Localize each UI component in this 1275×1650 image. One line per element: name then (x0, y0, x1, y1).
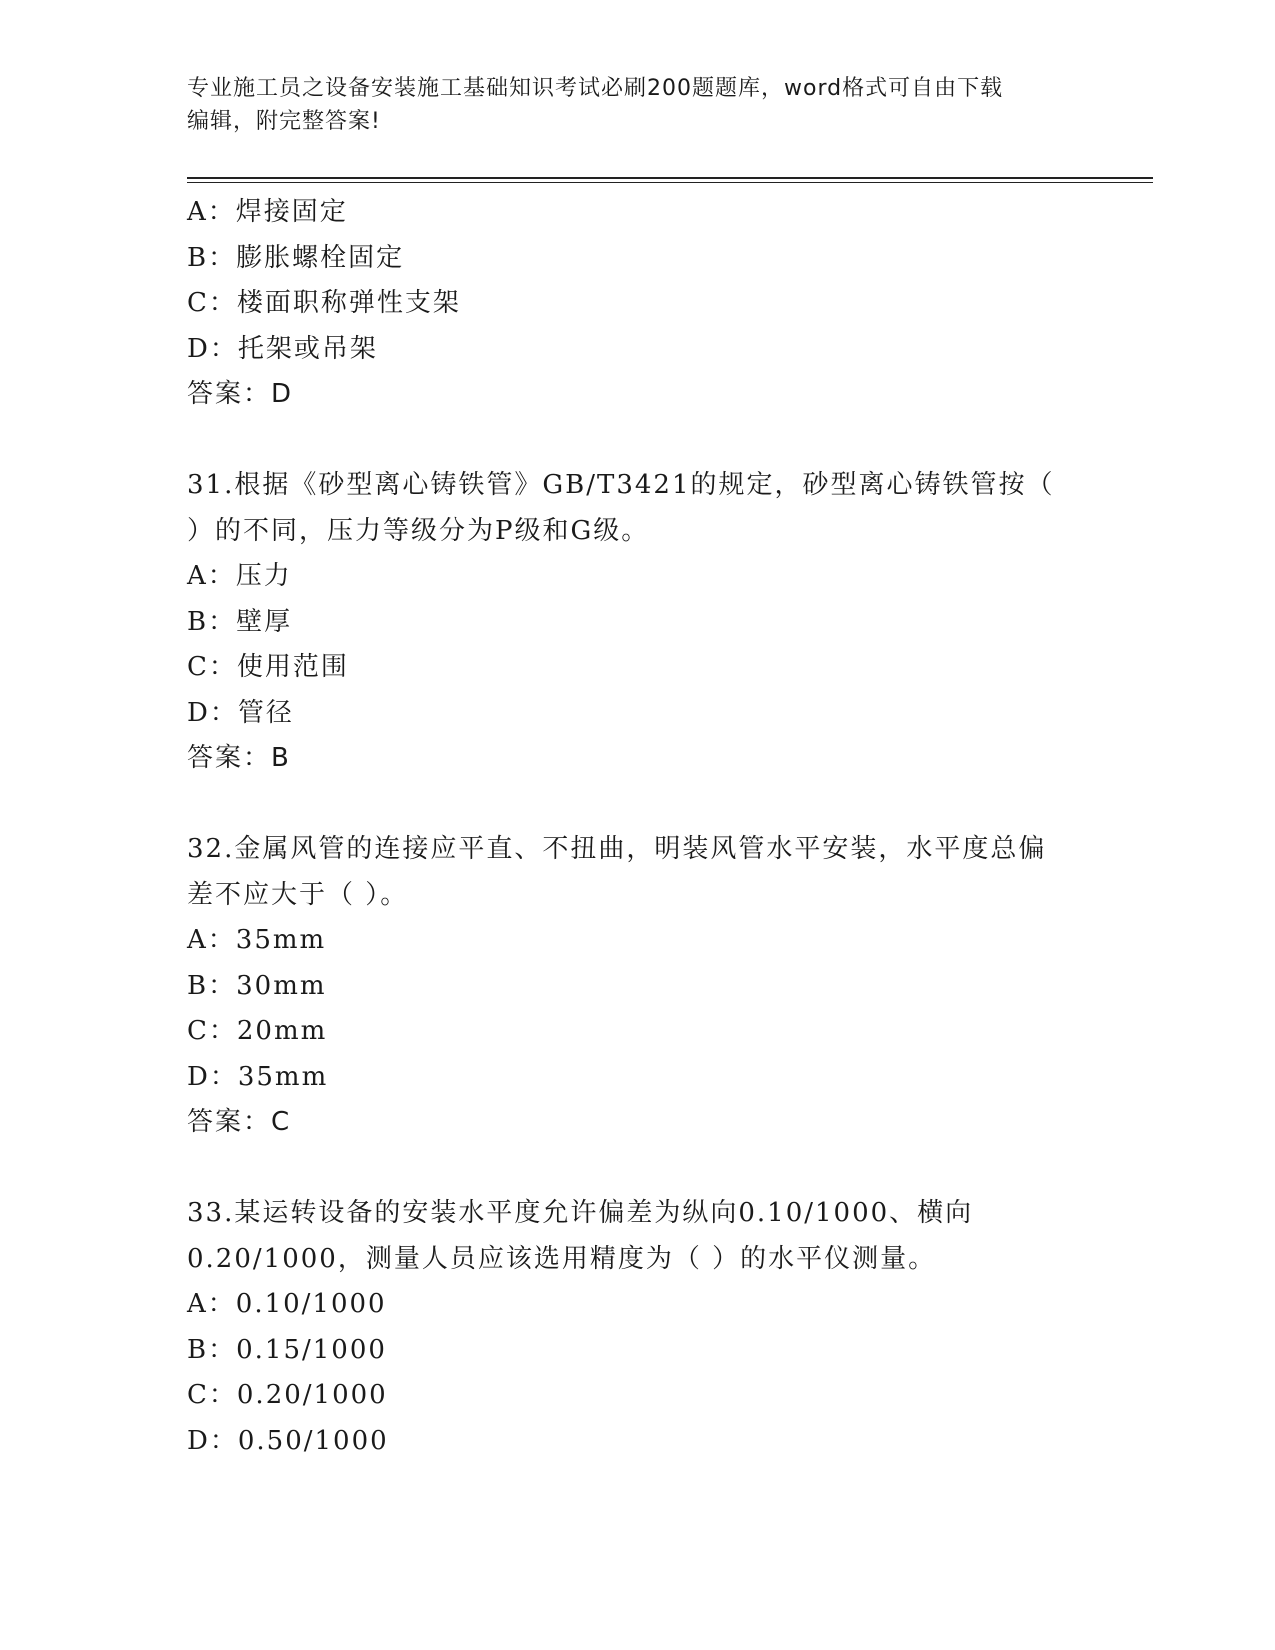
option-a: A：焊接固定 (187, 197, 348, 227)
answer-label: 答案：B (187, 743, 291, 773)
question-text-line-2: ）的不同，压力等级分为P级和G级。 (187, 515, 650, 546)
question-block-31 (187, 463, 1087, 782)
question-text-line-1: 31.根据《砂型离心铸铁管》GB/T3421的规定，砂型离心铸铁管按（ (187, 470, 1055, 500)
spacer (187, 782, 1087, 828)
question-block-30 (187, 190, 1087, 418)
option-b: B：30mm (187, 970, 327, 1001)
option-d: D：管径 (187, 697, 294, 728)
question-text-line-1: 32.金属风管的连接应平直、不扭曲，明装风管水平安装，水平度总偏 (187, 834, 1047, 864)
option-a: A：35mm (187, 925, 327, 955)
option-d: D：35mm (187, 1061, 329, 1092)
document-header (187, 72, 1087, 138)
answer-label: 答案：C (187, 1107, 292, 1137)
option-c: C：使用范围 (187, 652, 349, 682)
header-title-line-2: 编辑，附完整答案! (187, 109, 381, 134)
option-b: B：膨胀螺栓固定 (187, 242, 405, 273)
option-a: A：0.10/1000 (187, 1289, 387, 1319)
option-c: C：20mm (187, 1016, 328, 1046)
spacer (187, 1146, 1087, 1192)
option-b: B：0.15/1000 (187, 1334, 387, 1365)
question-block-33 (187, 1191, 1087, 1464)
option-b: B：壁厚 (187, 606, 293, 637)
question-text-line-2: 差不应大于（ ）。 (187, 879, 409, 910)
spacer (187, 418, 1087, 464)
question-text-line-1: 33.某运转设备的安装水平度允许偏差为纵向0.10/1000、横向 (187, 1198, 974, 1228)
answer-label: 答案：D (187, 379, 294, 409)
header-title-line-1: 专业施工员之设备安装施工基础知识考试必刷200题题库，word格式可自由下载 (187, 76, 1004, 101)
header-divider-thick (187, 177, 1153, 179)
question-list (187, 190, 1087, 1464)
header-divider-thin (187, 182, 1153, 183)
option-c: C：0.20/1000 (187, 1380, 388, 1410)
option-c: C：楼面职称弹性支架 (187, 288, 461, 318)
question-text-line-2: 0.20/1000，测量人员应该选用精度为（ ）的水平仪测量。 (187, 1243, 937, 1274)
question-block-32 (187, 827, 1087, 1146)
option-d: D：0.50/1000 (187, 1425, 389, 1456)
option-a: A：压力 (187, 561, 292, 591)
option-d: D：托架或吊架 (187, 333, 378, 364)
